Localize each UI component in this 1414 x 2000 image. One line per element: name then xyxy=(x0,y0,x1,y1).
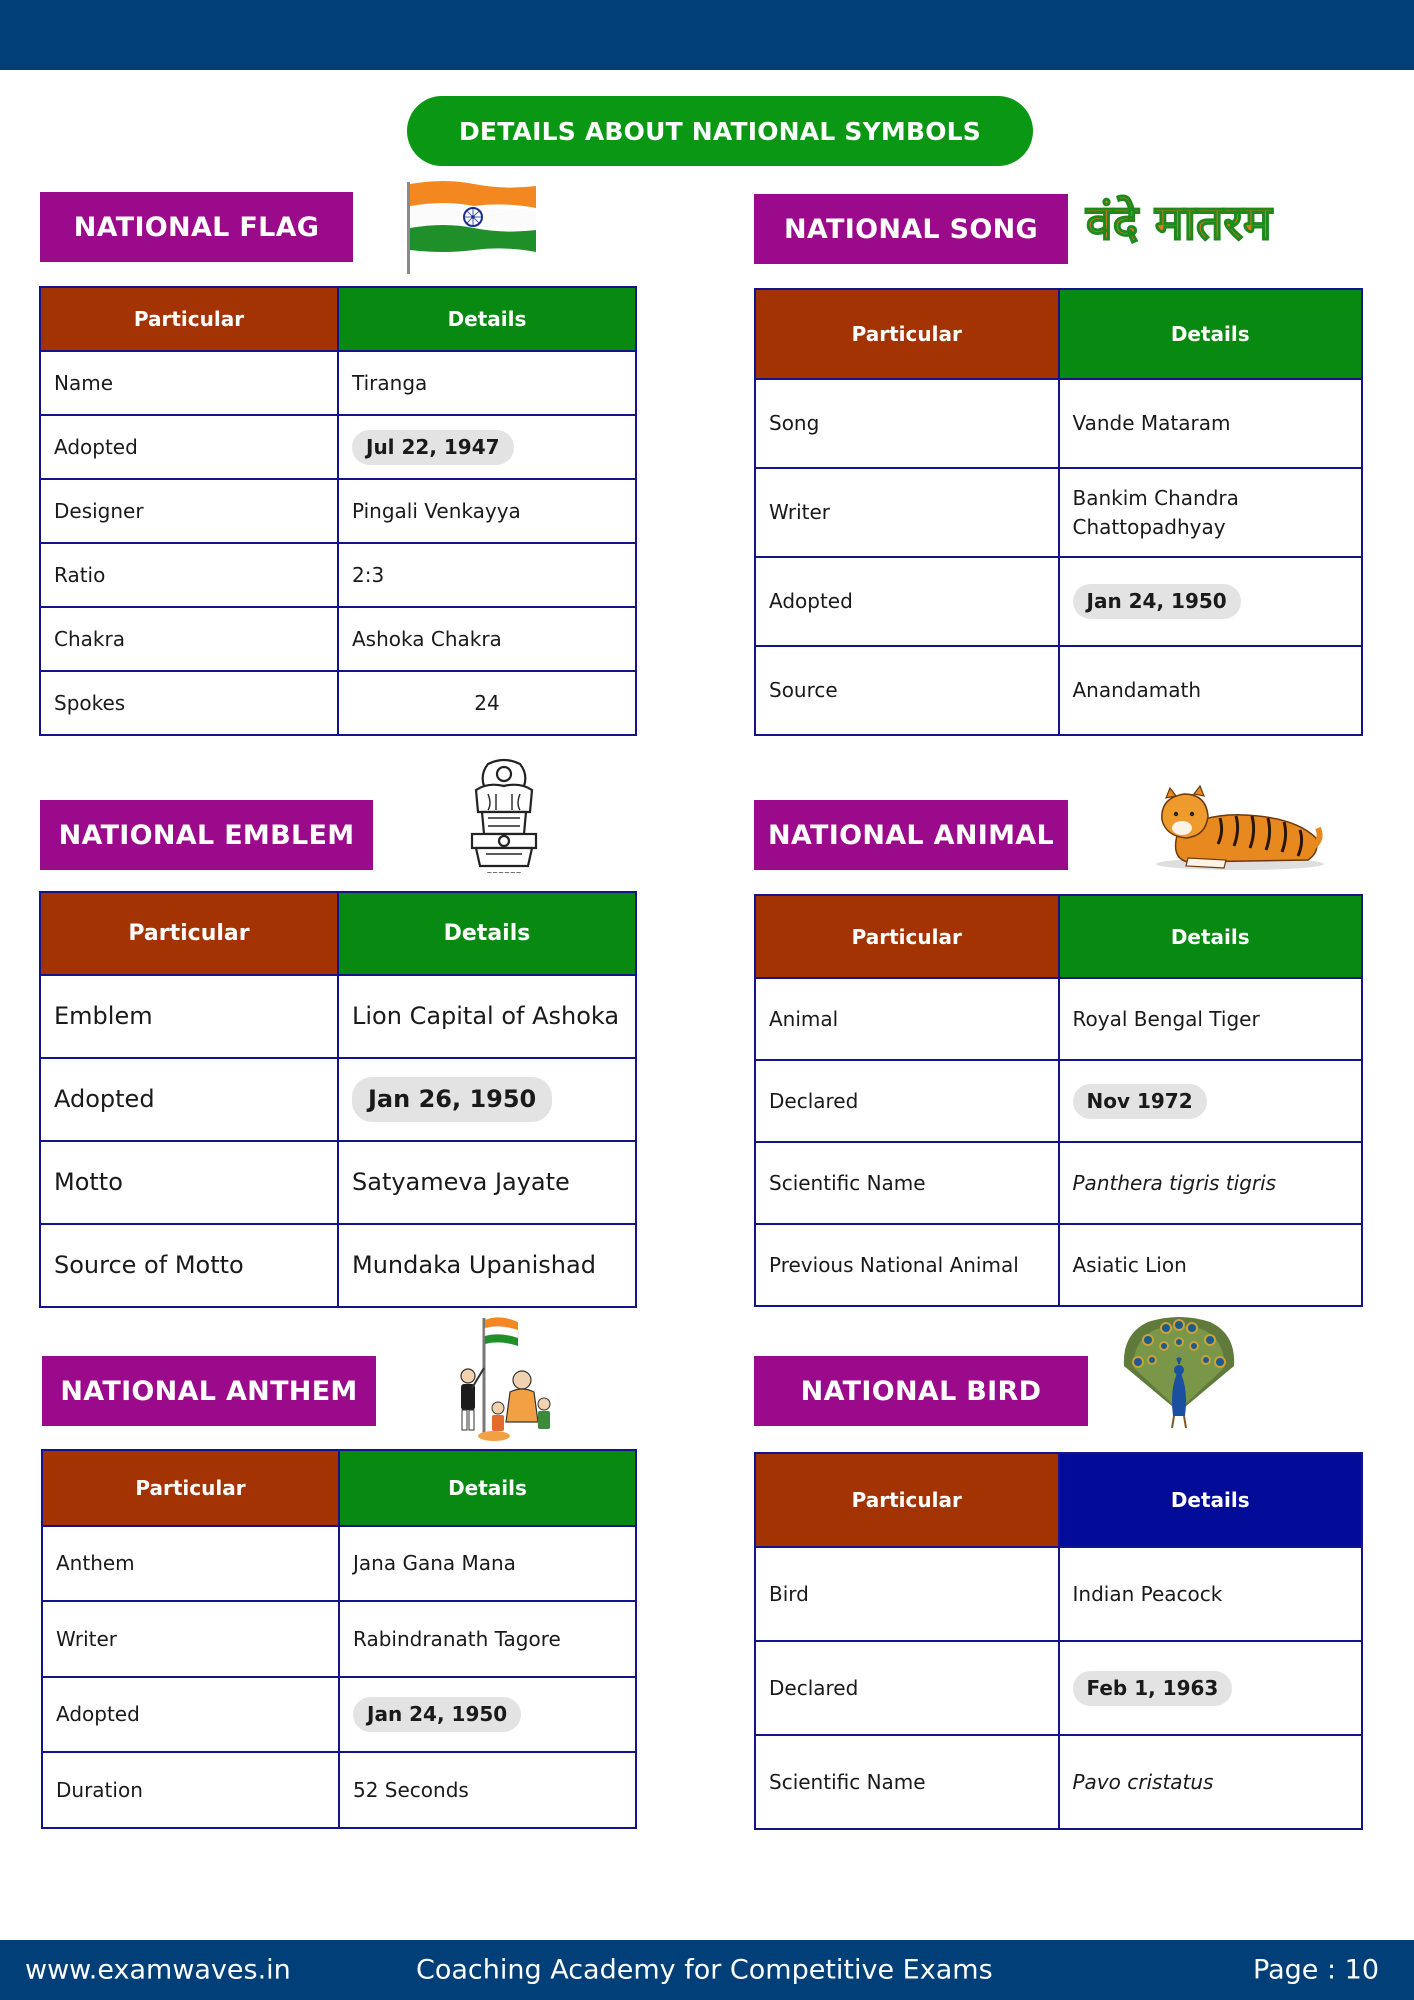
column-header-details: Details xyxy=(1059,895,1363,978)
column-header-particular: Particular xyxy=(40,892,338,975)
details-cell xyxy=(339,1677,636,1752)
footer-website-link[interactable]: www.examwaves.in xyxy=(25,1954,291,1986)
particular-cell: Declared xyxy=(755,1641,1059,1735)
column-header-details: Details xyxy=(1059,289,1363,379)
particular-cell: Ratio xyxy=(40,543,338,607)
particular-cell: Designer xyxy=(40,479,338,543)
anthem-table xyxy=(41,1449,637,1829)
date-badge: Jan 24, 1950 xyxy=(353,1697,521,1732)
peacock-icon xyxy=(1118,1316,1240,1434)
particular-cell: Scientific Name xyxy=(755,1735,1059,1829)
particular-cell: Source xyxy=(755,646,1059,735)
table-row xyxy=(755,557,1362,646)
section-label-bird: NATIONAL BIRD xyxy=(754,1356,1088,1426)
date-badge: Feb 1, 1963 xyxy=(1073,1671,1233,1706)
column-header-particular: Particular xyxy=(755,289,1059,379)
particular-cell: Adopted xyxy=(40,1058,338,1141)
table-row xyxy=(42,1526,636,1601)
particular-cell: Spokes xyxy=(40,671,338,735)
details-cell: Pavo cristatus xyxy=(1059,1735,1363,1829)
particular-cell: Emblem xyxy=(40,975,338,1058)
table-row xyxy=(755,1547,1362,1641)
particular-cell: Motto xyxy=(40,1141,338,1224)
table-row xyxy=(755,1060,1362,1142)
particular-cell: Name xyxy=(40,351,338,415)
particular-cell: Chakra xyxy=(40,607,338,671)
table-row xyxy=(755,468,1362,557)
details-cell: Indian Peacock xyxy=(1059,1547,1363,1641)
top-bar xyxy=(0,0,1414,70)
particular-cell: Scientific Name xyxy=(755,1142,1059,1224)
table-row xyxy=(40,543,636,607)
vande-mataram-logo: वंदे मातरम xyxy=(1086,195,1272,251)
ashoka-emblem-icon xyxy=(458,754,550,882)
details-cell xyxy=(1059,1641,1363,1735)
details-cell xyxy=(338,415,636,479)
page-number: Page : 10 xyxy=(1253,1954,1379,1986)
song-table xyxy=(754,288,1363,736)
table-row xyxy=(755,978,1362,1060)
column-header-details: Details xyxy=(338,892,636,975)
table-row xyxy=(40,1224,636,1307)
table-row xyxy=(755,379,1362,468)
page-title: DETAILS ABOUT NATIONAL SYMBOLS xyxy=(407,96,1033,166)
details-cell xyxy=(338,1058,636,1141)
date-badge: Jan 26, 1950 xyxy=(352,1077,552,1122)
table-row xyxy=(755,646,1362,735)
column-header-details: Details xyxy=(338,287,636,351)
table-row xyxy=(42,1752,636,1828)
column-header-particular: Particular xyxy=(42,1450,339,1526)
bird-table xyxy=(754,1452,1363,1830)
details-cell: Panthera tigris tigris xyxy=(1059,1142,1363,1224)
details-cell: Satyameva Jayate xyxy=(338,1141,636,1224)
particular-cell: Anthem xyxy=(42,1526,339,1601)
footer xyxy=(0,1940,1414,2000)
flag-hoisting-icon xyxy=(448,1312,558,1448)
details-cell: Ashoka Chakra xyxy=(338,607,636,671)
column-header-details: Details xyxy=(1059,1453,1363,1547)
particular-cell: Animal xyxy=(755,978,1059,1060)
section-label-flag: NATIONAL FLAG xyxy=(40,192,353,262)
details-cell: Asiatic Lion xyxy=(1059,1224,1363,1306)
emblem-table xyxy=(39,891,637,1308)
details-cell xyxy=(1059,557,1363,646)
table-row xyxy=(42,1601,636,1677)
svg-text:~~~~~~: ~~~~~~ xyxy=(486,869,522,877)
details-cell: Rabindranath Tagore xyxy=(339,1601,636,1677)
table-row xyxy=(40,415,636,479)
particular-cell: Previous National Animal xyxy=(755,1224,1059,1306)
tiger-icon xyxy=(1148,780,1326,876)
particular-cell: Duration xyxy=(42,1752,339,1828)
details-cell: 2:3 xyxy=(338,543,636,607)
details-cell: Royal Bengal Tiger xyxy=(1059,978,1363,1060)
details-cell xyxy=(1059,1060,1363,1142)
particular-cell: Adopted xyxy=(755,557,1059,646)
column-header-particular: Particular xyxy=(40,287,338,351)
table-row xyxy=(755,1142,1362,1224)
animal-table xyxy=(754,894,1363,1307)
details-cell: Tiranga xyxy=(338,351,636,415)
column-header-particular: Particular xyxy=(755,1453,1059,1547)
details-cell: Jana Gana Mana xyxy=(339,1526,636,1601)
details-cell: Anandamath xyxy=(1059,646,1363,735)
details-cell: Vande Mataram xyxy=(1059,379,1363,468)
table-row xyxy=(40,479,636,543)
table-row xyxy=(755,1224,1362,1306)
details-cell: Mundaka Upanishad xyxy=(338,1224,636,1307)
particular-cell: Source of Motto xyxy=(40,1224,338,1307)
flag-table xyxy=(39,286,637,736)
footer-tagline: Coaching Academy for Competitive Exams xyxy=(416,1954,993,1986)
details-cell: Lion Capital of Ashoka xyxy=(338,975,636,1058)
details-cell: Bankim Chandra Chattopadhyay xyxy=(1059,468,1363,557)
table-row xyxy=(40,671,636,735)
flag-icon xyxy=(404,178,539,280)
table-row xyxy=(755,1735,1362,1829)
particular-cell: Adopted xyxy=(42,1677,339,1752)
details-cell: 24 xyxy=(338,671,636,735)
column-header-details: Details xyxy=(339,1450,636,1526)
particular-cell: Writer xyxy=(755,468,1059,557)
date-badge: Jan 24, 1950 xyxy=(1073,584,1241,619)
particular-cell: Song xyxy=(755,379,1059,468)
table-row xyxy=(40,351,636,415)
date-badge: Jul 22, 1947 xyxy=(352,430,514,465)
table-row xyxy=(40,1058,636,1141)
particular-cell: Bird xyxy=(755,1547,1059,1641)
table-row xyxy=(755,1641,1362,1735)
section-label-emblem: NATIONAL EMBLEM xyxy=(40,800,373,870)
date-badge: Nov 1972 xyxy=(1073,1084,1207,1119)
table-row xyxy=(40,1141,636,1224)
section-label-animal: NATIONAL ANIMAL xyxy=(754,800,1068,870)
table-row xyxy=(40,607,636,671)
section-label-anthem: NATIONAL ANTHEM xyxy=(42,1356,376,1426)
section-label-song: NATIONAL SONG xyxy=(754,194,1068,264)
details-cell: 52 Seconds xyxy=(339,1752,636,1828)
column-header-particular: Particular xyxy=(755,895,1059,978)
details-cell: Pingali Venkayya xyxy=(338,479,636,543)
table-row xyxy=(42,1677,636,1752)
particular-cell: Adopted xyxy=(40,415,338,479)
particular-cell: Declared xyxy=(755,1060,1059,1142)
table-row xyxy=(40,975,636,1058)
particular-cell: Writer xyxy=(42,1601,339,1677)
